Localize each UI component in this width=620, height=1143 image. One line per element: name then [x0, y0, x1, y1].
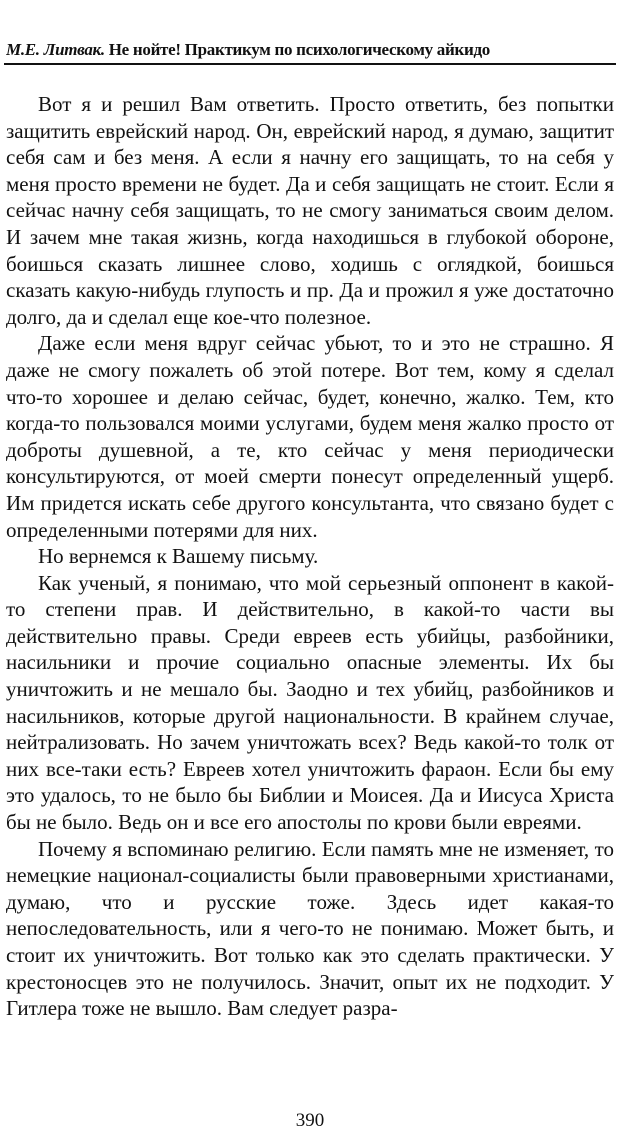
- paragraph-3: Но вернемся к Вашему письму.: [38, 544, 319, 569]
- paragraph-4: Как ученый, я понимаю, что мой серьезный оппонент в какой-то степени прав. И действительно, в какой-то части вы действительно правы. Среди евреев есть убийцы, разбойники, насильники и прочие социально опасные элементы. Их бы уничтожить и не мешало бы. Заодно и тех убийц, разбойников и насильников, которые другой национальности. В крайнем случае, нейтрализовать. Но зачем уничтожать всех? Ведь какой-то толк от них все-таки есть? Евреев хотел уничтожить фараон. Если бы ему это удалось, то не было бы Библии и Моисея. Да и Иисуса Христа бы не было. Ведь он и все его апостолы по крови были евреями.: [6, 570, 614, 835]
- header-rule: [4, 63, 616, 65]
- paragraph-5: Почему я вспоминаю религию. Если память мне не изменяет, то немецкие национал-социалисты были правоверными христианами, думаю, что и русские тоже. Здесь идет какая-то непоследовательность, или я чего-то не понимаю. Может быть, и стоит их уничтожить. Вот только как это сделать практически. У крестоносцев это не получилось. Значит, опыт их не подходит. У Гитлера тоже не вышло. Вам следует разра-: [6, 836, 614, 1021]
- header-title: Не нойте! Практикум по психологическому айкидо: [108, 40, 490, 59]
- page-number: 390: [295, 1110, 325, 1131]
- body-text: [6, 91, 614, 1022]
- header-author: М.Е. Литвак.: [6, 40, 105, 59]
- running-header: [6, 40, 616, 60]
- paragraph-2: Даже если меня вдруг сейчас убьют, то и это не страшно. Я даже не смогу пожалеть об этой потере. Вот тем, кому я сделал что-то хорошее и делаю сейчас, будет, конечно, жалко. Тем, кто когда-то пользовался моими услугами, будем меня жалко просто от доброты душевной, а те, кто сейчас у меня периодически консультируются, от моей смерти понесут определенный ущерб. Им придется искать себе другого консультанта, что связано будет с определенными потерями для них.: [6, 331, 614, 542]
- paragraph-1: Вот я и решил Вам ответить. Просто ответить, без попытки защитить еврейский народ. Он, еврейский народ, я думаю, защитит себя сам и без меня. А если я начну его защищать, то на себя у меня просто времени не будет. Да и себя защищать не стоит. Если я сейчас начну себя защищать, то не смогу заниматься своим делом. И зачем мне такая жизнь, когда находишься в глубокой обороне, боишься сказать лишнее слово, ходишь с оглядкой, боишься сказать какую-нибудь глупость и пр. Да и прожил я уже достаточно долго, да и сделал еще кое-что полезное.: [6, 92, 614, 329]
